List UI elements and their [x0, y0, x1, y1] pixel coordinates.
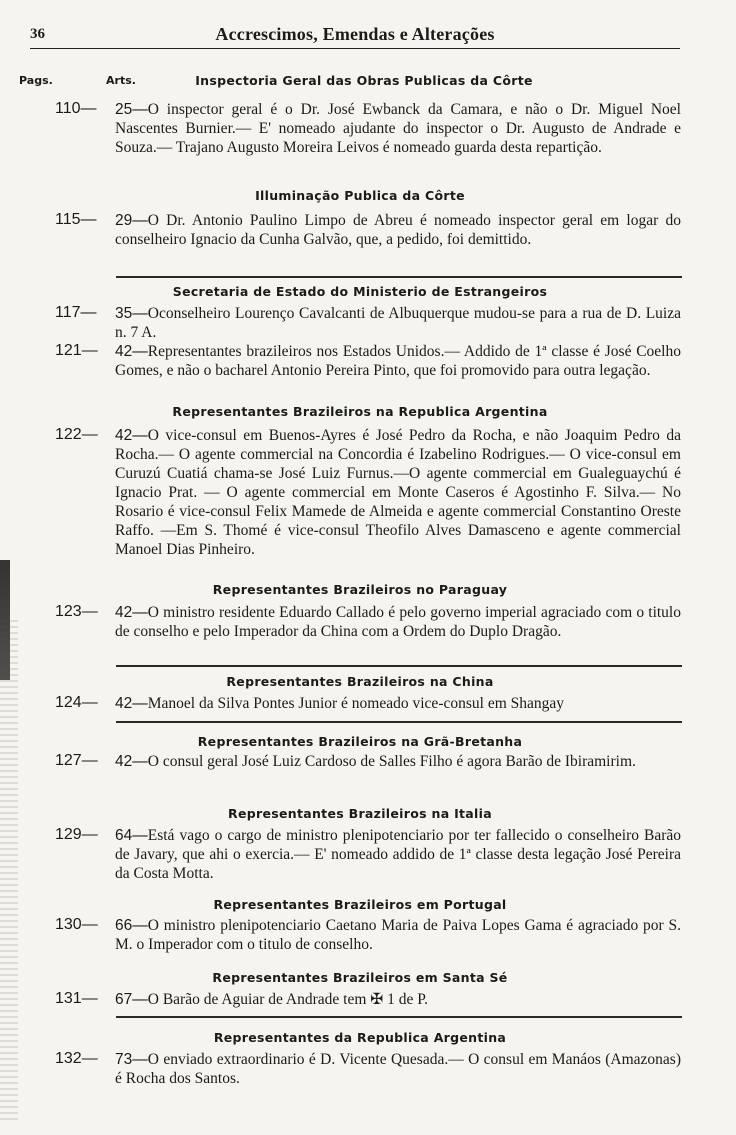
entry-body: Representantes brazileiros nos Estados Unidos.— Addido de 1ª classe é José Coelho Gomes, e não o bacharel Antonio Pereira Pinto, que foi promovido para outra legação.: [115, 343, 681, 379]
entry-page-ref: 127—: [55, 752, 98, 769]
entry-text: [115, 694, 681, 713]
entry-text: [115, 1050, 681, 1088]
entry-text: [115, 426, 681, 559]
entry-page-ref: 123—: [55, 603, 98, 620]
entry-text: [115, 990, 681, 1009]
section-rule: [116, 276, 682, 278]
entry-art-ref: 42—: [115, 695, 148, 712]
entry-page-ref: 115—: [55, 211, 97, 228]
column-header-pags: Pags.: [19, 74, 53, 87]
entry-page-ref: 121—: [55, 342, 98, 359]
section-title: Representantes Brazileiros na Republica Argentina: [172, 404, 548, 419]
page-edge-speckle: [0, 620, 18, 1120]
entry-art-ref: 29—: [115, 212, 148, 229]
entry-art-ref: 42—: [115, 604, 148, 621]
entry-page-ref: 110—: [55, 100, 97, 117]
entry-text: [115, 304, 681, 342]
section-title: Representantes Brazileiros na China: [226, 674, 494, 689]
entry-text: [115, 342, 681, 380]
entry-body: O inspector geral é o Dr. José Ewbanck da Camara, e não o Dr. Miguel Noel Nascentes Burnier.— E' nomeado ajudante do inspector o Dr. Augusto de Andrade e Souza.— Trajano Augusto Moreira Leivos é nomeado guarda desta repartição.: [115, 101, 681, 156]
section-title: Representantes Brazileiros na Grã-Bretanha: [197, 734, 523, 749]
entry-page-ref: 130—: [55, 916, 98, 933]
entry-art-ref: 67—: [115, 991, 148, 1008]
entry-body: O ministro plenipotenciario Caetano Maria de Paiva Lopes Gama é agraciado por S. M. o Imperador com o titulo de conselho.: [115, 917, 681, 953]
entry-art-ref: 25—: [115, 101, 148, 118]
section-title: Secretaria de Estado do Ministerio de Estrangeiros: [172, 284, 548, 299]
page-header: [30, 18, 680, 49]
entry-text: [115, 100, 681, 157]
entry-text: [115, 211, 681, 249]
entry-art-ref: 35—: [115, 305, 148, 322]
entry-art-ref: 73—: [115, 1051, 148, 1068]
entry-page-ref: 129—: [55, 826, 98, 843]
section-rule: [116, 721, 682, 723]
entry-art-ref: 42—: [115, 753, 148, 770]
entry-art-ref: 42—: [115, 343, 148, 360]
entry-body: O vice-consul em Buenos-Ayres é José Pedro da Rocha, e não Joaquim Pedro da Rocha.— O agente commercial na Concordia é Izabelino Rodrigues.— O vice-consul em Curuzú Cuatiá chama-se José Luiz Furnus.—O agente commercial em Gualeguaychú é Ignacio Prat. — O agente commercial em Monte Caseros é Agostinho F. Silva.— No Rosario é vice-consul Felix Mamede de Almeida e agente commercial Constantino Oreste Raffo. —Em S. Thomé é vice-consul Theofilo Alves Damasceno e agente commercial Manoel Dias Pinheiro.: [115, 427, 681, 558]
entry-page-ref: 122—: [55, 426, 98, 443]
entry-body: O consul geral José Luiz Cardoso de Salles Filho é agora Barão de Ibiramirim.: [147, 753, 636, 770]
entry-body: O Barão de Aguiar de Andrade tem ✠ 1 de P.: [147, 991, 429, 1008]
section-title: Representantes Brazileiros no Paraguay: [212, 582, 508, 597]
entry-text: [115, 826, 681, 883]
section-title: Inspectoria Geral das Obras Publicas da Côrte: [195, 73, 533, 88]
section-title: Representantes Brazileiros em Santa Sé: [212, 970, 508, 985]
entry-art-ref: 64—: [115, 827, 148, 844]
section-rule: [116, 665, 682, 667]
entry-art-ref: 42—: [115, 427, 148, 444]
column-header-arts: Arts.: [106, 74, 136, 87]
entry-page-ref: 132—: [55, 1050, 98, 1067]
page-number: 36: [30, 26, 45, 42]
entry-page-ref: 117—: [55, 304, 97, 321]
section-title: Illuminação Publica da Côrte: [255, 188, 465, 203]
section-title: Representantes Brazileiros em Portugal: [213, 897, 507, 912]
section-title: Representantes Brazileiros na Italia: [228, 806, 492, 821]
entry-body: O ministro residente Eduardo Callado é pelo governo imperial agraciado com o titulo de conselho e pelo Imperador da China com a Ordem do Duplo Dragão.: [115, 604, 681, 640]
entry-text: [115, 752, 681, 771]
entry-body: Manoel da Silva Pontes Junior é nomeado vice-consul em Shangay: [147, 695, 565, 712]
entry-art-ref: 66—: [115, 917, 148, 934]
section-rule: [116, 1016, 682, 1018]
entry-body: Está vago o cargo de ministro plenipotenciario por ter fallecido o conselheiro Barão de Javary, que ahi o exercia.— E' nomeado addido de 1ª classe desta legação José Pereira da Costa Motta.: [115, 827, 681, 882]
entry-page-ref: 124—: [55, 694, 98, 711]
entry-body: O Dr. Antonio Paulino Limpo de Abreu é nomeado inspector geral em logar do conselheiro Ignacio da Cunha Galvão, que, a pedido, foi demittido.: [115, 212, 681, 248]
entry-body: Oconselheiro Lourenço Cavalcanti de Albuquerque mudou-se para a rua de D. Luiza n. 7 A.: [115, 305, 681, 341]
entry-text: [115, 603, 681, 641]
section-title: Representantes da Republica Argentina: [213, 1030, 507, 1045]
entry-text: [115, 916, 681, 954]
running-title: Accrescimos, Emendas e Alterações: [215, 24, 495, 44]
entry-body: O enviado extraordinario é D. Vicente Quesada.— O consul em Manáos (Amazonas) é Rocha dos Santos.: [115, 1051, 681, 1087]
entry-page-ref: 131—: [55, 990, 98, 1007]
